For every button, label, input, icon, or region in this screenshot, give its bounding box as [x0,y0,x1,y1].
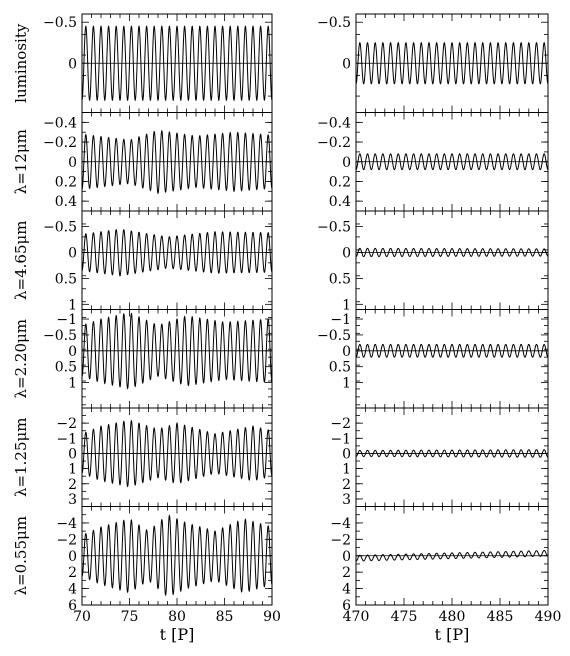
y-tick-label: 0.2 [54,174,77,191]
y-tick-label: 2 [342,476,351,493]
y-tick-label: 0 [68,56,77,73]
light-curve [82,516,272,596]
panel-r4-c0 [56,408,272,508]
y-tick-label: 2 [68,565,77,582]
panel-r2-c1 [317,211,548,313]
x-tick-label: 490 [534,609,562,625]
panel-r0-c0 [43,14,272,113]
y-tick-label: −0.5 [317,219,351,236]
y-tick-label: −0.4 [317,115,351,132]
ylabel-row-3: λ=2.20μm [12,319,30,399]
y-tick-label: −0.5 [43,327,77,344]
y-tick-label: 6 [68,598,77,614]
y-tick-label: 0 [68,154,77,171]
y-tick-label: −0.2 [317,135,351,152]
panel-r5-c0 [56,507,281,645]
y-tick-label: 0.4 [54,194,77,211]
y-tick-label: −4 [330,515,351,532]
y-tick-label: 1 [342,375,351,392]
y-tick-label: 1 [342,297,351,314]
x-tick-label: 75 [120,609,139,625]
y-tick-label: −2 [56,416,77,433]
panel-r0-c1 [317,14,548,113]
panel-frame [356,408,548,507]
y-tick-label: 3 [68,491,77,508]
y-tick-label: 1 [342,461,351,478]
y-tick-label: −2 [330,532,351,549]
y-tick-label: −1 [330,312,351,329]
ylabel-row-2: λ=4.65μm [12,220,30,300]
y-tick-label: −0.5 [43,219,77,236]
y-tick-label: 2 [68,476,77,493]
panel-r1-c0 [43,113,272,212]
y-tick-label: 0 [68,343,77,360]
y-tick-label: 0 [342,245,351,262]
panel-frame [356,310,548,409]
panel-r3-c1 [317,310,548,409]
panel-r1-c1 [317,113,548,212]
y-tick-label: 0 [68,548,77,565]
x-axis-label: t [P] [159,625,195,644]
y-tick-label: 0.5 [54,271,77,288]
y-tick-label: 4 [342,581,351,598]
y-tick-label: −1 [330,431,351,448]
y-tick-label: −2 [56,532,77,549]
x-tick-label: 485 [486,609,514,625]
y-tick-label: 0 [342,56,351,73]
x-tick-label: 475 [390,609,418,625]
x-tick-label: 70 [73,609,91,625]
y-tick-label: −1 [56,431,77,448]
y-tick-label: 0 [68,446,77,463]
x-axis-label: t [P] [434,625,470,644]
x-tick-label: 90 [263,609,281,625]
y-tick-label: 1 [68,461,77,478]
y-tick-label: 0 [342,446,351,463]
y-tick-label: 0 [342,343,351,360]
y-tick-label: −0.5 [317,15,351,32]
y-tick-label: 0.2 [328,174,351,191]
y-tick-label: 1 [68,297,77,314]
panel-r5-c1 [330,507,561,645]
ylabel-row-5: λ=0.55μm [12,516,30,596]
y-tick-label: −1 [56,312,77,329]
y-tick-label: 4 [68,581,77,598]
y-tick-label: −2 [330,416,351,433]
y-tick-label: −0.2 [43,135,77,152]
panel-r4-c1 [330,408,548,508]
y-tick-label: 0.5 [328,359,351,376]
y-tick-label: −0.5 [317,327,351,344]
y-tick-label: 0 [342,548,351,565]
ylabel-row-4: λ=1.25μm [12,417,30,497]
y-tick-label: −4 [56,515,77,532]
x-tick-label: 85 [215,609,234,625]
y-tick-label: 3 [342,491,351,508]
panel-r2-c0 [43,211,272,313]
ylabel-row-1: λ=12μm [12,129,30,195]
panel-r3-c0 [43,310,272,409]
x-tick-label: 470 [342,609,370,625]
y-tick-label: 6 [342,598,351,614]
y-tick-label: 1 [68,375,77,392]
y-tick-label: 0.5 [328,271,351,288]
y-tick-label: −0.4 [43,115,77,132]
y-tick-label: 0 [68,245,77,262]
y-tick-label: 0.5 [54,359,77,376]
y-tick-label: 0.4 [328,194,351,211]
y-tick-label: −0.5 [43,15,77,32]
x-tick-label: 80 [168,609,186,625]
x-tick-label: 480 [438,609,466,625]
panel-grid [12,14,561,644]
y-tick-label: 2 [342,565,351,582]
y-tick-label: 0 [342,154,351,171]
ylabel-row-0: luminosity [12,23,30,103]
panel-frame [356,211,548,310]
